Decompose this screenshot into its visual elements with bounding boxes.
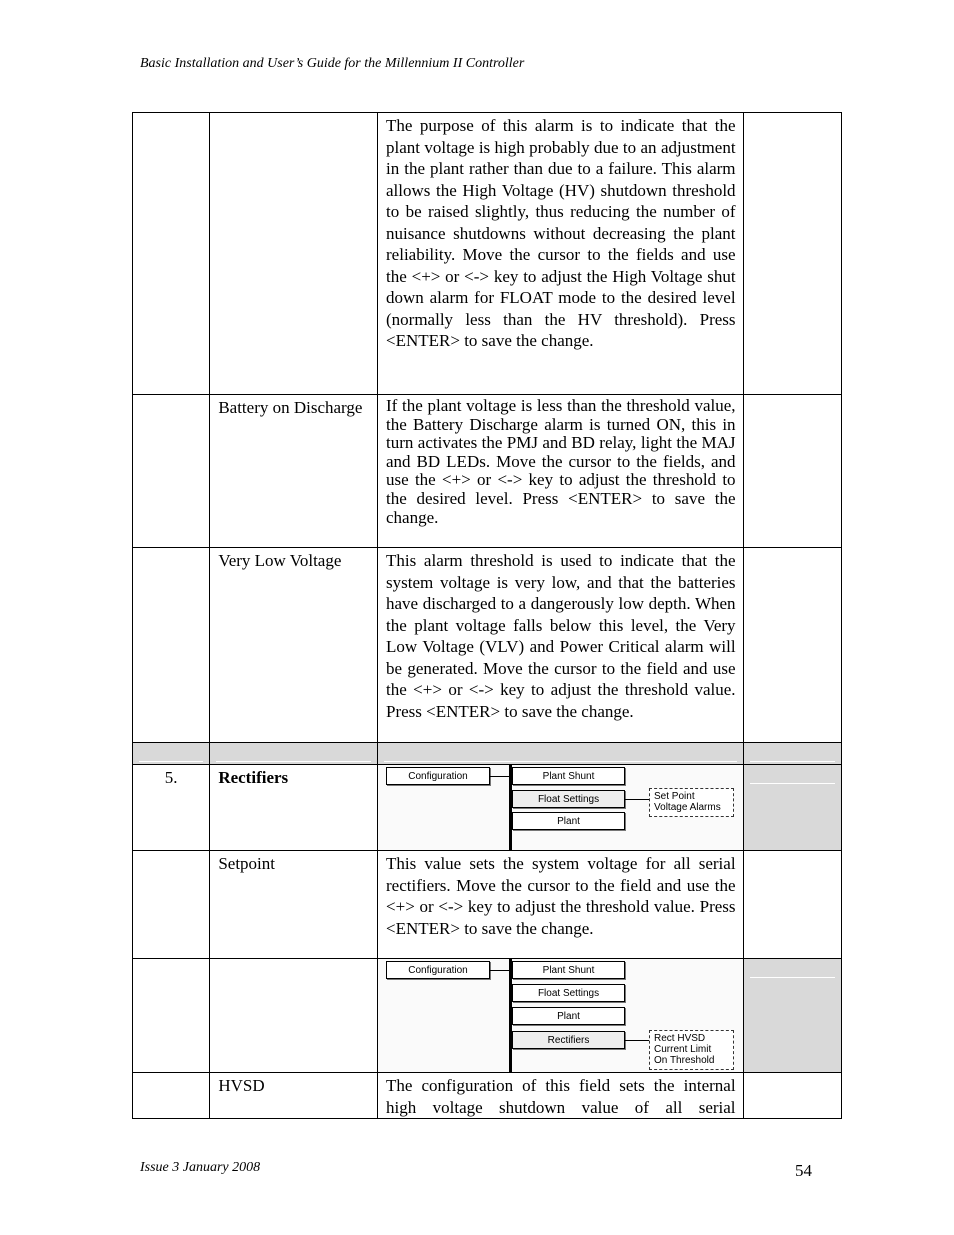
settings-table xyxy=(132,112,842,1119)
menu-diagram xyxy=(378,765,744,851)
row-name: HVSD xyxy=(210,1073,378,1119)
row-description: This alarm threshold is used to indicate that the system voltage is very low, and that the batteries have discharged to a dangerously low depth. When the plant voltage falls below this level, the Very Low Voltage (VLV) and Power Critical alarm will be generated. Move the cursor to the field and use the <+> or <-> key to adjust the threshold value. Press <ENTER> to save the change. xyxy=(378,548,744,743)
menu-diagram xyxy=(378,959,744,1073)
diagram-box: Plant Shunt xyxy=(512,767,625,785)
table-row xyxy=(133,113,842,395)
table-row xyxy=(133,851,842,959)
row-name: Very Low Voltage xyxy=(210,548,378,743)
diagram-box: Configuration xyxy=(386,961,490,979)
row-name: Battery on Discharge xyxy=(210,395,378,548)
table-row xyxy=(133,395,842,548)
section-title: Rectifiers xyxy=(210,765,378,851)
diagram-box: Configuration xyxy=(386,767,490,785)
diagram-box: Float Settings xyxy=(512,790,625,808)
diagram-box: Plant Shunt xyxy=(512,961,625,979)
row-description: This value sets the system voltage for all serial rectifiers. Move the cursor to the field and use the <+> or <-> key to adjust the threshold value. Press <ENTER> to save the change. xyxy=(378,851,744,959)
diagram-box: Plant xyxy=(512,1007,625,1025)
diagram-box: Rectifiers xyxy=(512,1031,625,1049)
row-name: Setpoint xyxy=(210,851,378,959)
diagram-box: Float Settings xyxy=(512,984,625,1002)
table-row xyxy=(133,959,842,1073)
footer-issue: Issue 3 January 2008 xyxy=(140,1160,261,1175)
diagram-callout: Set Point Voltage Alarms xyxy=(649,788,734,817)
row-description: The configuration of this field sets the internal high voltage shutdown value of all serial xyxy=(378,1073,744,1119)
diagram-callout: Rect HVSD Current Limit On Threshold xyxy=(649,1030,734,1070)
table-row xyxy=(133,548,842,743)
running-header: Basic Installation and User’s Guide for the Millennium II Controller xyxy=(140,56,525,71)
table-row xyxy=(133,1073,842,1119)
diagram-box: Plant xyxy=(512,812,625,830)
table-row xyxy=(133,765,842,851)
section-number: 5. xyxy=(133,765,210,851)
page-number: 54 xyxy=(795,1161,812,1180)
row-description: The purpose of this alarm is to indicate that the plant voltage is high probably due to an adjustment in the plant rather than due to a failure. This alarm allows the High Voltage (HV) shutdown threshold to be raised slightly, thus reducing the number of nuisance shutdowns without decreasing the plant reliability. Move the cursor to the fields and use the <+> or <-> key to adjust the High Voltage shut down alarm for FLOAT mode to the desired level (normally less than the HV threshold). Press <ENTER> to save the change. xyxy=(378,113,744,395)
row-description: If the plant voltage is less than the threshold value, the Battery Discharge alarm is turned ON, this in turn activates the PMJ and BD relay, light the MAJ and BD LEDs. Move the cursor to the fields, and use the <+> or <-> key to adjust the threshold to the desired level. Press <ENTER> to save the change. xyxy=(378,395,744,548)
section-separator-row xyxy=(133,743,842,765)
